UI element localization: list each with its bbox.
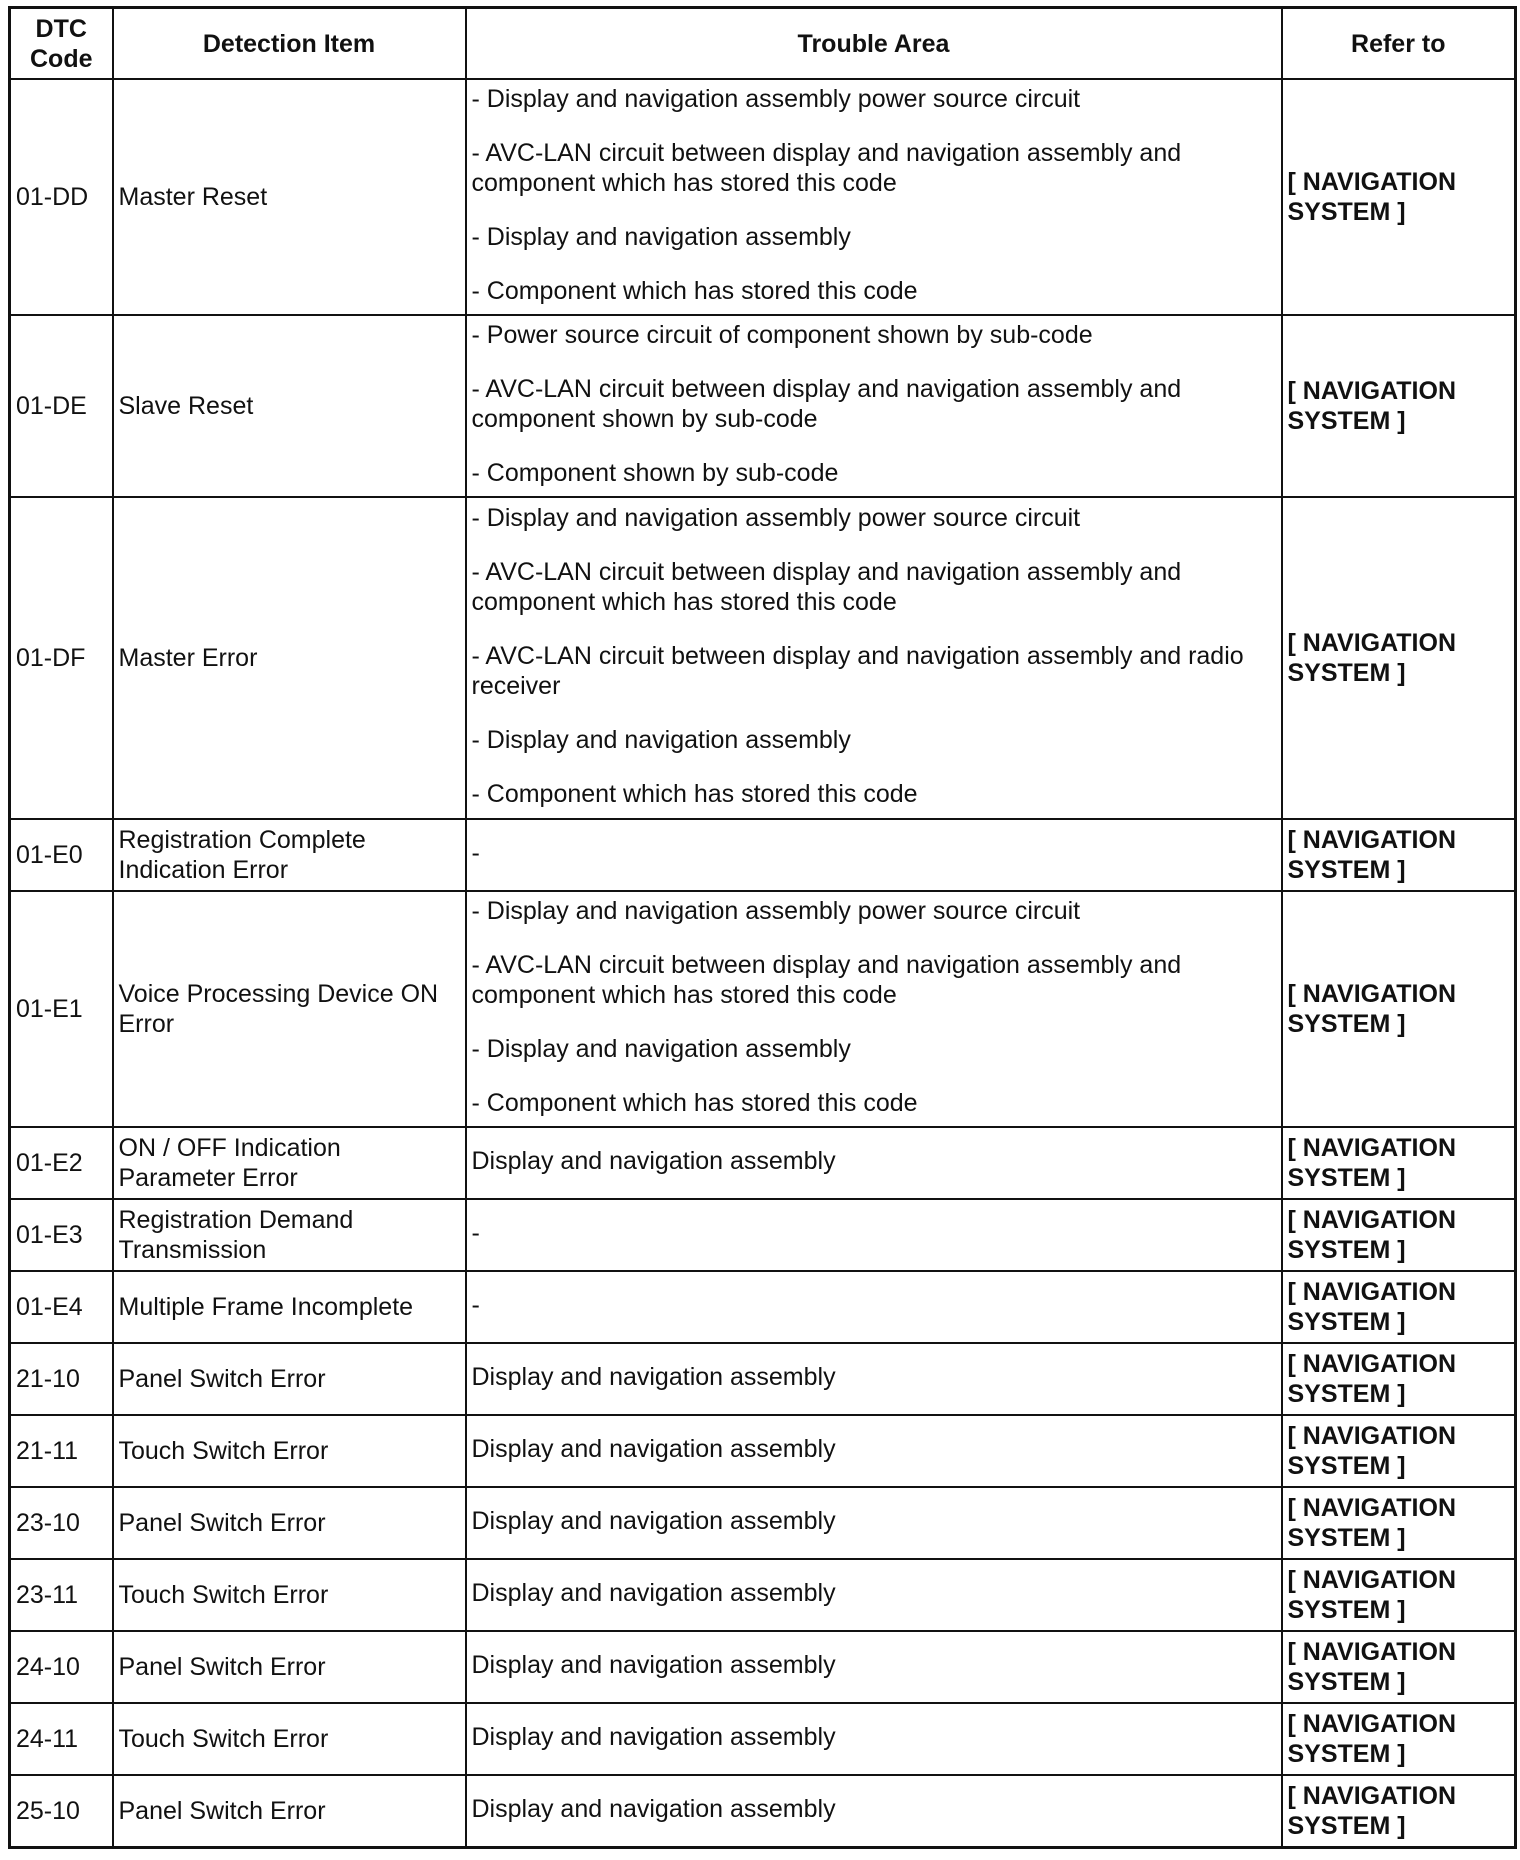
table-row: [10, 1559, 1516, 1631]
trouble-area-line: - Display and navigation assembly power source circuit: [471, 85, 1081, 113]
refer-to-link[interactable]: [ NAVIGATION SYSTEM ]: [1282, 1487, 1516, 1559]
dtc-code-cell: 01-DE: [10, 315, 113, 497]
trouble-area-cell: [466, 497, 1282, 819]
table-row: [10, 891, 1516, 1127]
table-row: [10, 1775, 1516, 1847]
detection-item-cell: Panel Switch Error: [113, 1775, 466, 1847]
detection-item-cell: Touch Switch Error: [113, 1703, 466, 1775]
table-header-row: [10, 8, 1516, 80]
dtc-code-cell: 21-10: [10, 1343, 113, 1415]
trouble-area-line: - Component which has stored this code: [471, 1089, 918, 1117]
refer-to-link[interactable]: [ NAVIGATION SYSTEM ]: [1282, 891, 1516, 1127]
refer-to-link[interactable]: [ NAVIGATION SYSTEM ]: [1282, 1631, 1516, 1703]
trouble-area-line: Display and navigation assembly: [471, 1579, 836, 1607]
table-row: [10, 1127, 1516, 1199]
trouble-area-line: Display and navigation assembly: [471, 1147, 836, 1175]
detection-item-cell: Multiple Frame Incomplete: [113, 1271, 466, 1343]
trouble-area-line: -: [471, 839, 480, 867]
refer-to-link[interactable]: [ NAVIGATION SYSTEM ]: [1282, 497, 1516, 819]
refer-to-link[interactable]: [ NAVIGATION SYSTEM ]: [1282, 1559, 1516, 1631]
trouble-area-cell: [466, 315, 1282, 497]
dtc-code-cell: 01-E1: [10, 891, 113, 1127]
trouble-area-line: - Display and navigation assembly: [471, 223, 851, 251]
refer-to-link[interactable]: [ NAVIGATION SYSTEM ]: [1282, 1343, 1516, 1415]
trouble-area-line: - Display and navigation assembly: [471, 726, 851, 754]
trouble-area-cell: [466, 1487, 1282, 1559]
trouble-area-line: Display and navigation assembly: [471, 1435, 836, 1463]
trouble-area-line: - AVC-LAN circuit between display and navigation assembly and radio receiver: [471, 642, 1244, 700]
dtc-code-cell: 24-10: [10, 1631, 113, 1703]
trouble-area-cell: [466, 1415, 1282, 1487]
trouble-area-line: - AVC-LAN circuit between display and navigation assembly and component which has stored this code: [471, 558, 1182, 616]
trouble-area-line: Display and navigation assembly: [471, 1363, 836, 1391]
table-row: [10, 1415, 1516, 1487]
detection-item-cell: Master Error: [113, 497, 466, 819]
table-body: [10, 79, 1516, 1847]
refer-to-link[interactable]: [ NAVIGATION SYSTEM ]: [1282, 79, 1516, 315]
trouble-area-cell: [466, 1199, 1282, 1271]
detection-item-cell: Slave Reset: [113, 315, 466, 497]
refer-to-link[interactable]: [ NAVIGATION SYSTEM ]: [1282, 1703, 1516, 1775]
trouble-area-line: - Display and navigation assembly power source circuit: [471, 897, 1081, 925]
refer-to-link[interactable]: [ NAVIGATION SYSTEM ]: [1282, 819, 1516, 891]
dtc-code-cell: 01-E4: [10, 1271, 113, 1343]
trouble-area-line: - AVC-LAN circuit between display and navigation assembly and component shown by sub-code: [471, 375, 1182, 433]
trouble-area-line: -: [471, 1291, 480, 1319]
dtc-code-cell: 24-11: [10, 1703, 113, 1775]
detection-item-cell: Panel Switch Error: [113, 1343, 466, 1415]
detection-item-cell: ON / OFF Indication Parameter Error: [113, 1127, 466, 1199]
table-row: [10, 497, 1516, 819]
table-row: [10, 1343, 1516, 1415]
dtc-code-cell: 01-E2: [10, 1127, 113, 1199]
header-trouble-area: Trouble Area: [466, 8, 1282, 80]
dtc-code-cell: 01-E3: [10, 1199, 113, 1271]
header-refer-to: Refer to: [1282, 8, 1516, 80]
table-row: [10, 79, 1516, 315]
trouble-area-line: - Component shown by sub-code: [471, 459, 839, 487]
detection-item-cell: Touch Switch Error: [113, 1559, 466, 1631]
trouble-area-line: - Component which has stored this code: [471, 277, 918, 305]
trouble-area-cell: [466, 1343, 1282, 1415]
trouble-area-cell: [466, 1127, 1282, 1199]
trouble-area-line: Display and navigation assembly: [471, 1507, 836, 1535]
trouble-area-cell: [466, 1775, 1282, 1847]
trouble-area-cell: [466, 1271, 1282, 1343]
dtc-code-cell: 21-11: [10, 1415, 113, 1487]
trouble-area-cell: [466, 79, 1282, 315]
refer-to-link[interactable]: [ NAVIGATION SYSTEM ]: [1282, 1415, 1516, 1487]
refer-to-link[interactable]: [ NAVIGATION SYSTEM ]: [1282, 1775, 1516, 1847]
detection-item-cell: Panel Switch Error: [113, 1631, 466, 1703]
table-row: [10, 1631, 1516, 1703]
table-row: [10, 1487, 1516, 1559]
refer-to-link[interactable]: [ NAVIGATION SYSTEM ]: [1282, 1271, 1516, 1343]
detection-item-cell: Master Reset: [113, 79, 466, 315]
trouble-area-line: - Component which has stored this code: [471, 780, 918, 808]
table-row: [10, 1271, 1516, 1343]
detection-item-cell: Panel Switch Error: [113, 1487, 466, 1559]
trouble-area-cell: [466, 891, 1282, 1127]
trouble-area-cell: [466, 1559, 1282, 1631]
table-row: [10, 1703, 1516, 1775]
trouble-area-line: - AVC-LAN circuit between display and navigation assembly and component which has stored this code: [471, 951, 1182, 1009]
trouble-area-cell: [466, 819, 1282, 891]
dtc-code-cell: 25-10: [10, 1775, 113, 1847]
trouble-area-cell: [466, 1631, 1282, 1703]
refer-to-link[interactable]: [ NAVIGATION SYSTEM ]: [1282, 1127, 1516, 1199]
table-row: [10, 1199, 1516, 1271]
trouble-area-line: Display and navigation assembly: [471, 1651, 836, 1679]
table-row: [10, 315, 1516, 497]
detection-item-cell: Voice Processing Device ON Error: [113, 891, 466, 1127]
table-row: [10, 819, 1516, 891]
detection-item-cell: Registration Demand Transmission: [113, 1199, 466, 1271]
dtc-table: [8, 6, 1517, 1849]
dtc-code-cell: 23-11: [10, 1559, 113, 1631]
header-detection-item: Detection Item: [113, 8, 466, 80]
trouble-area-line: - Display and navigation assembly: [471, 1035, 851, 1063]
dtc-code-cell: 23-10: [10, 1487, 113, 1559]
dtc-code-cell: 01-DD: [10, 79, 113, 315]
trouble-area-line: - Power source circuit of component shown by sub-code: [471, 321, 1093, 349]
trouble-area-line: Display and navigation assembly: [471, 1723, 836, 1751]
trouble-area-line: - Display and navigation assembly power source circuit: [471, 504, 1081, 532]
dtc-code-cell: 01-DF: [10, 497, 113, 819]
refer-to-link[interactable]: [ NAVIGATION SYSTEM ]: [1282, 315, 1516, 497]
header-dtc-code: DTC Code: [10, 8, 113, 80]
detection-item-cell: Registration Complete Indication Error: [113, 819, 466, 891]
dtc-table-container: [8, 6, 1517, 1849]
trouble-area-line: -: [471, 1219, 480, 1247]
detection-item-cell: Touch Switch Error: [113, 1415, 466, 1487]
dtc-code-cell: 01-E0: [10, 819, 113, 891]
trouble-area-cell: [466, 1703, 1282, 1775]
trouble-area-line: Display and navigation assembly: [471, 1794, 836, 1823]
trouble-area-line: - AVC-LAN circuit between display and navigation assembly and component which has stored this code: [471, 139, 1182, 197]
refer-to-link[interactable]: [ NAVIGATION SYSTEM ]: [1282, 1199, 1516, 1271]
